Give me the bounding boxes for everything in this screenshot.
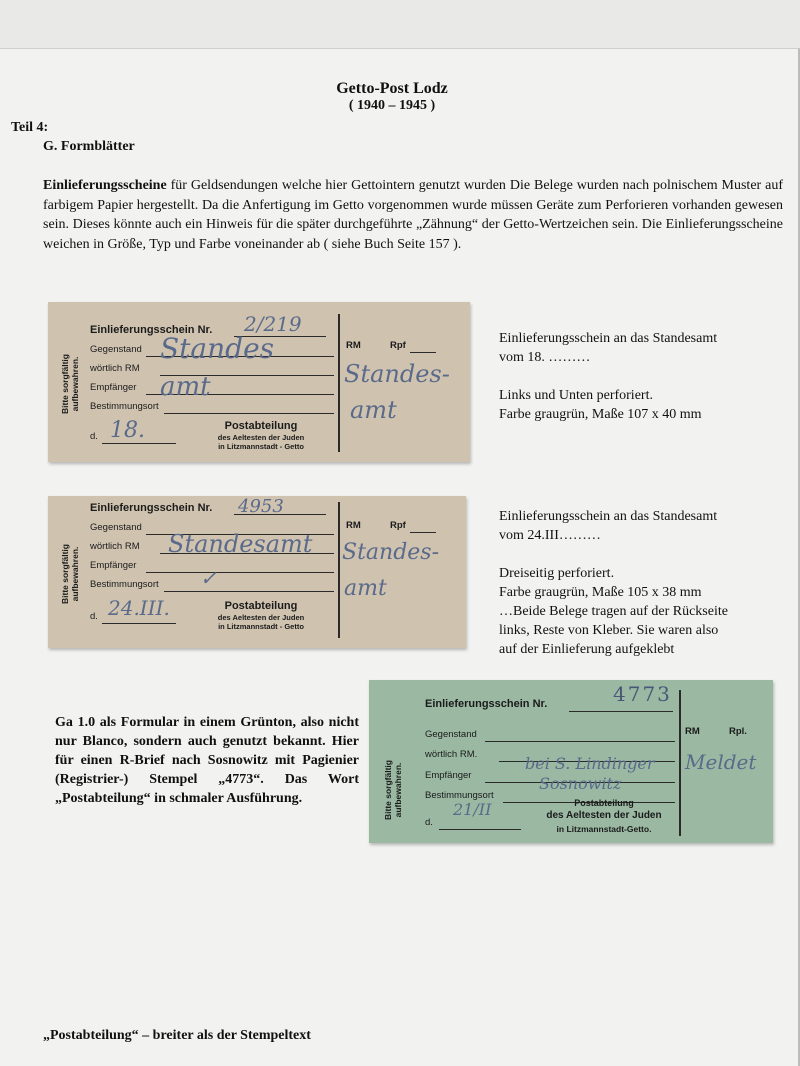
- slip-bestimmungsort: Bestimmungsort: [90, 401, 159, 412]
- part-label: Teil 4:: [11, 120, 49, 135]
- receipt-slip-3: [369, 680, 773, 843]
- slip-header: Einlieferungsschein Nr.: [90, 324, 213, 336]
- slip-hand-best: ✓: [200, 566, 217, 590]
- caption-2: Einlieferungsschein an das Standesamt vom 24.III……… Dreiseitig perforiert. Farbe graugrün, Maße 105 x 38 mm …Beide Belege tragen auf der Rückseite links, Reste von Kleber. Sie waren also auf der Einlieferung aufgeklebt: [499, 509, 728, 657]
- slip-rpf: Rpl.: [729, 726, 747, 737]
- slip-hand-date: 18.: [110, 418, 145, 443]
- receipt-slip-2: [48, 496, 466, 648]
- slip-gegenstand: Gegenstand: [425, 729, 477, 740]
- slip-empfaenger: Empfänger: [90, 382, 137, 393]
- slip-hand-best: Sosnowitz: [539, 774, 622, 793]
- slip-bestimmungsort: Bestimmungsort: [425, 790, 494, 801]
- slip-woertlich: wörtlich RM: [90, 363, 140, 374]
- receipt-slip-1: [48, 302, 470, 462]
- slip-d: d.: [90, 431, 98, 442]
- intro-paragraph: [43, 176, 783, 254]
- ga-paragraph: Ga 1.0 als Formular in einem Grünton, also nicht nur Blanco, sondern auch genutzt bekannt. Hier für einen R-Brief nach Sosnowitz mit Pagienier (Registrier-) Stempel „4773“. Das Wort „Postabteilung“ in schmaler Ausführung.: [55, 715, 359, 806]
- page-subtitle: ( 1940 – 1945 ): [348, 98, 436, 113]
- page-title: Getto-Post Lodz: [336, 80, 448, 97]
- slip-hand-empfaenger: bei S. Lindinger: [525, 754, 655, 773]
- slip-hand-right-2: amt: [344, 576, 387, 601]
- slip-hand-right-1: Standes-: [344, 360, 450, 388]
- slip-litzmannstadt: in Litzmannstadt-Getto.: [556, 824, 652, 834]
- slip-gegenstand: Gegenstand: [90, 344, 142, 355]
- slip-rm: RM: [685, 726, 700, 737]
- caption-1: Einlieferungsschein an das Standesamt vom 18. ……… Links und Unten perforiert. Farbe graugrün, Maße 107 x 40 mm: [499, 331, 718, 422]
- slip-des-aeltesten: des Aeltesten der Juden: [217, 433, 305, 442]
- slip-d: d.: [90, 611, 98, 622]
- footer-note: „Postabteilung“ – breiter als der Stempeltext: [43, 1028, 311, 1043]
- slip-hand-gegenstand: Standesamt: [168, 530, 313, 558]
- slip-rpf: Rpf: [390, 520, 406, 531]
- slip-gegenstand: Gegenstand: [90, 522, 142, 533]
- slip-hand-empfaenger: amt: [160, 372, 211, 402]
- slip-number: 2/219: [244, 312, 302, 336]
- slip-bestimmungsort: Bestimmungsort: [90, 579, 159, 590]
- slip-hand-right-1: Meldet: [685, 750, 757, 774]
- slip-header: Einlieferungsschein Nr.: [90, 502, 213, 514]
- intro-text: für Geldsendungen welche hier Gettointern genutzt wurden Die Belege wurden nach polnischem Muster auf farbigem Papier hergestellt. Da die Anfertigung im Getto vorgenommen wurde müssen Geräte zum Perforieren vorhanden gewesen sein. Dieses könnte auch ein Hinweis für die später durchgeführte „Zähnung“ der Getto-Wertzeichen sein. Die Einlieferungsscheine weichen in Größe, Typ und Farbe voneinander ab ( siehe Buch Seite 157 ).: [43, 178, 783, 252]
- slip-empfaenger: Empfänger: [90, 560, 137, 571]
- slip-empfaenger: Empfänger: [425, 770, 472, 781]
- slip-postabteilung: Postabteilung: [574, 798, 634, 808]
- slip-des-aeltesten: des Aeltesten der Juden: [546, 810, 662, 821]
- slip-d: d.: [425, 817, 433, 828]
- slip-vertical-note: Bitte sorgfältig aufbewahren.: [60, 354, 80, 414]
- slip-postabteilung: Postabteilung: [224, 600, 298, 612]
- slip-vertical-note: Bitte sorgfältig aufbewahren.: [60, 544, 80, 604]
- slip-hand-right-1: Standes-: [342, 540, 440, 565]
- slip-litzmannstadt: in Litzmannstadt - Getto: [218, 442, 304, 451]
- intro-lead: Einlieferungsscheine: [43, 178, 167, 193]
- slip-hand-right-2: amt: [350, 396, 397, 424]
- slip-woertlich: wörtlich RM: [90, 541, 140, 552]
- slip-litzmannstadt: in Litzmannstadt - Getto: [218, 622, 304, 631]
- slip-woertlich: wörtlich RM.: [425, 749, 478, 760]
- slip-rm: RM: [346, 520, 361, 531]
- slip-number: 4953: [238, 496, 284, 517]
- slip-postabteilung: Postabteilung: [224, 420, 298, 432]
- slip-header: Einlieferungsschein Nr.: [425, 698, 548, 710]
- slip-number: 4773: [613, 682, 672, 706]
- slip-vertical-note: Bitte sorgfältig aufbewahren.: [383, 760, 403, 820]
- slip-hand-date: 24.III.: [108, 596, 170, 620]
- slip-hand-date: 21/II: [453, 800, 492, 819]
- slip-hand-gegenstand: Standes: [160, 332, 275, 365]
- slip-rpf: Rpf: [390, 340, 406, 351]
- slip-des-aeltesten: des Aeltesten der Juden: [217, 613, 305, 622]
- slip-rm: RM: [346, 340, 361, 351]
- section-label: G. Formblätter: [43, 139, 135, 154]
